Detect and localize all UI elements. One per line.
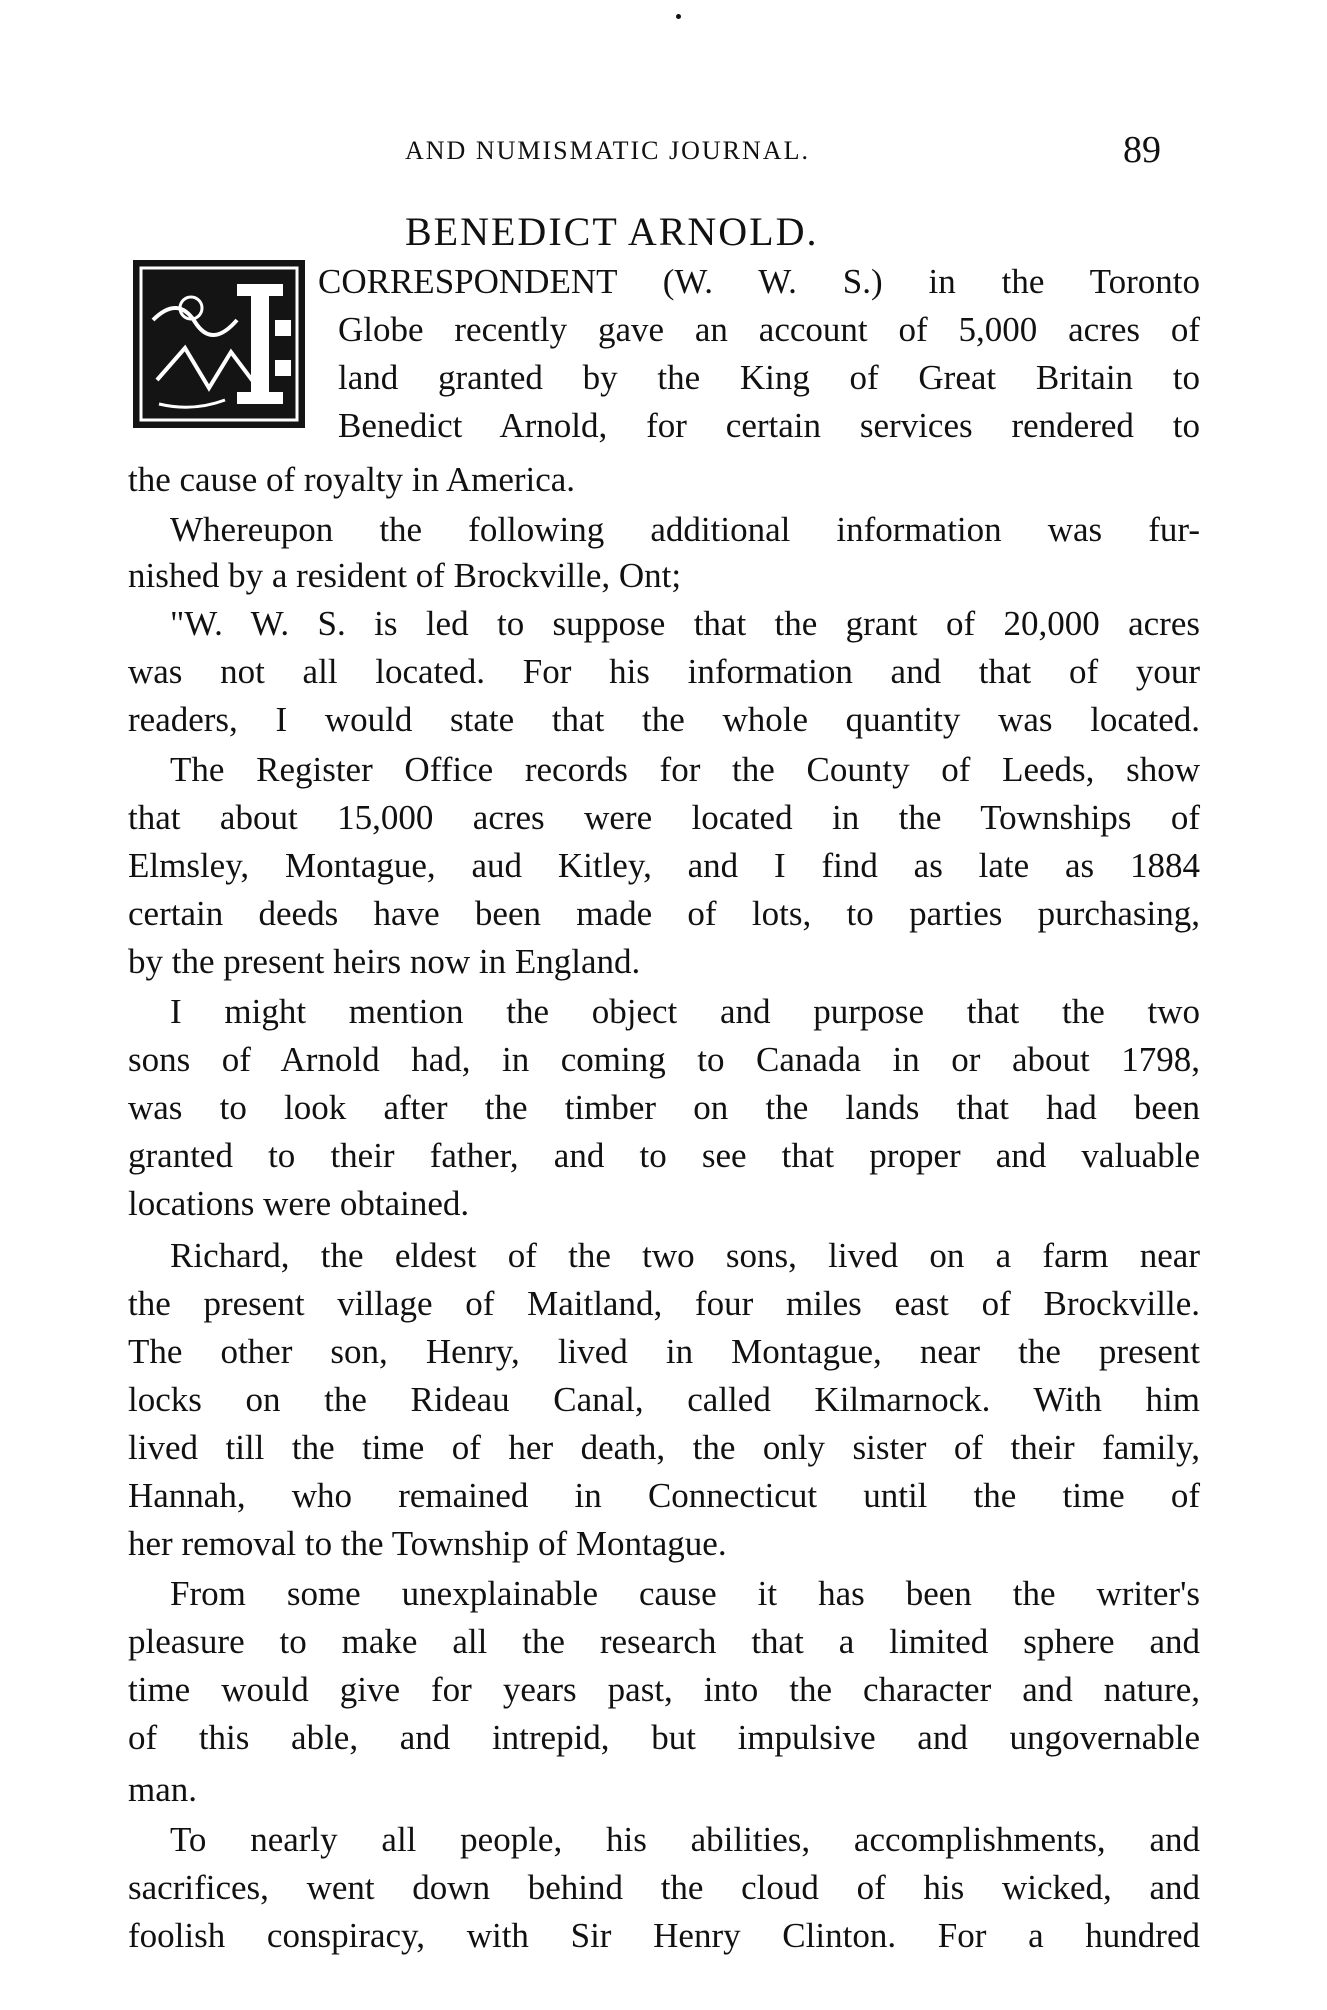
text-line: the cause of royalty in America. xyxy=(128,460,576,499)
text-line: her removal to the Township of Montague. xyxy=(128,1524,727,1563)
text-line: was not all located. For his information and that of your xyxy=(128,652,1200,691)
ink-dot xyxy=(676,14,681,19)
text-line: nished by a resident of Brockville, Ont; xyxy=(128,556,682,595)
text-line: Whereupon the following additional information was fur- xyxy=(170,510,1200,549)
ornament-graphic xyxy=(133,260,305,428)
text-line: The other son, Henry, lived in Montague, near the present xyxy=(128,1332,1200,1371)
text-line: pleasure to make all the research that a limited sphere and xyxy=(128,1622,1200,1661)
text-line: sacrifices, went down behind the cloud of his wicked, and xyxy=(128,1868,1200,1907)
text-line: To nearly all people, his abilities, accomplishments, and xyxy=(170,1820,1200,1859)
text-line: locations were obtained. xyxy=(128,1184,470,1223)
text-line: Hannah, who remained in Connecticut until the time of xyxy=(128,1476,1200,1515)
text-line: certain deeds have been made of lots, to parties purchasing, xyxy=(128,894,1200,933)
text-line: sons of Arnold had, in coming to Canada in or about 1798, xyxy=(128,1040,1200,1079)
text-line: land granted by the King of Great Britain to xyxy=(338,358,1200,397)
text-line: locks on the Rideau Canal, called Kilmarnock. With him xyxy=(128,1380,1200,1419)
text-line: man. xyxy=(128,1770,198,1809)
text-line: From some unexplainable cause it has been the writer's xyxy=(170,1574,1200,1613)
page-number: 89 xyxy=(1123,129,1161,171)
text-line: time would give for years past, into the character and nature, xyxy=(128,1670,1200,1709)
running-head: AND NUMISMATIC JOURNAL. xyxy=(405,136,810,165)
text-line: "W. W. S. is led to suppose that the grant of 20,000 acres xyxy=(170,604,1200,643)
text-line: Benedict Arnold, for certain services rendered to xyxy=(338,406,1200,445)
text-line: The Register Office records for the County of Leeds, show xyxy=(170,750,1200,789)
text-line: that about 15,000 acres were located in the Townships of xyxy=(128,798,1200,837)
text-line: was to look after the timber on the lands that had been xyxy=(128,1088,1200,1127)
text-line: the present village of Maitland, four miles east of Brockville. xyxy=(128,1284,1200,1323)
text-line: granted to their father, and to see that proper and valuable xyxy=(128,1136,1200,1175)
text-line: I might mention the object and purpose that the two xyxy=(170,992,1200,1031)
drop-cap-ornament xyxy=(133,260,305,428)
text-line: CORRESPONDENT (W. W. S.) in the Toronto xyxy=(318,262,1200,301)
text-line: lived till the time of her death, the only sister of their family, xyxy=(128,1428,1200,1467)
text-line: by the present heirs now in England. xyxy=(128,942,641,981)
text-line: foolish conspiracy, with Sir Henry Clinton. For a hundred xyxy=(128,1916,1200,1955)
text-line: Elmsley, Montague, aud Kitley, and I find as late as 1884 xyxy=(128,846,1200,885)
article-title: BENEDICT ARNOLD. xyxy=(405,209,819,254)
text-line: of this able, and intrepid, but impulsive and ungovernable xyxy=(128,1718,1200,1757)
text-line: Globe recently gave an account of 5,000 acres of xyxy=(338,310,1200,349)
text-line: readers, I would state that the whole quantity was located. xyxy=(128,700,1200,739)
text-line: Richard, the eldest of the two sons, lived on a farm near xyxy=(170,1236,1200,1275)
